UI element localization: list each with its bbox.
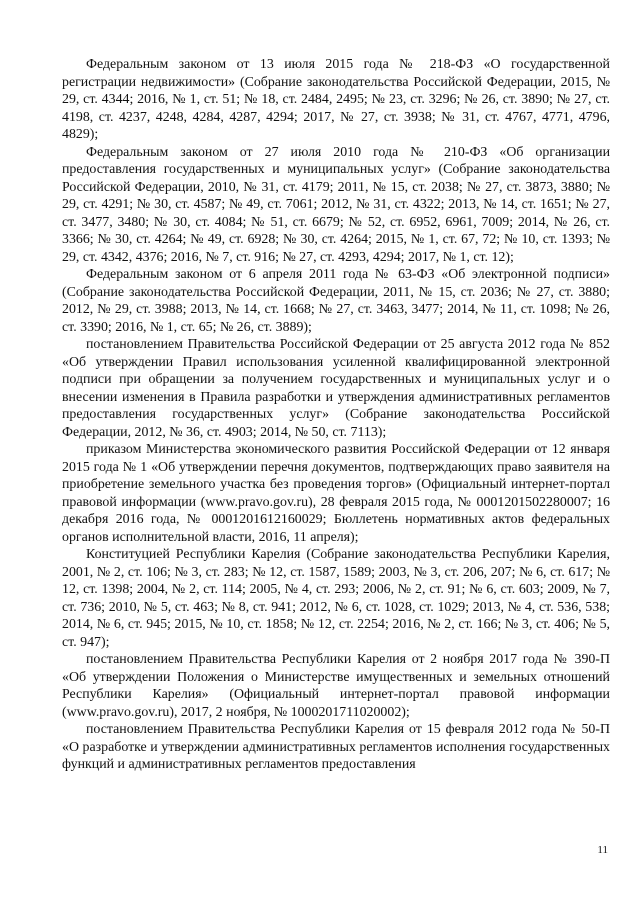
paragraph-karelia-decree-390: постановлением Правительства Республики Карелия от 2 ноября 2017 года № 390-П «Об утверждении Положения о Министерстве имущественных и земельных отношений Республики Карелия» (Официальный интернет-портал правовой информации (www.pravo.gov.ru), 2017, 2 ноября, № 1000201711020002);: [62, 652, 610, 720]
paragraph-federal-law-63: Федеральным законом от 6 апреля 2011 года № 63-ФЗ «Об электронной подписи» (Собрание законодательства Российской Федерации, 2011, № 15, ст. 2036; № 27, ст. 3880; 2012, № 29, ст. 3988; 2013, № 14, ст. 1668; № 27, ст. 3463, 3477; 2014, № 11, ст. 1098; № 26, ст. 3390; 2016, № 1, ст. 65; № 26, ст. 3889);: [62, 267, 610, 335]
paragraph-federal-law-218: Федеральным законом от 13 июля 2015 года № 218-ФЗ «О государственной регистрации недвижимости» (Собрание законодательства Российской Федерации, 2015, № 29, ст. 4344; 2016, № 1, ст. 51; № 18, ст. 2484, 2495; № 23, ст. 3296; № 26, ст. 3890; № 27, ст. 4198, ст. 4237, 4248, 4284, 4287, 4294; 2017, № 27, ст. 3938; № 31, ст. 4767, 4771, 4796, 4829);: [62, 57, 610, 142]
paragraph-government-decree-852: постановлением Правительства Российской Федерации от 25 августа 2012 года № 852 «Об утверждении Правил использования усиленной квалифицированной электронной подписи при обращении за получением государственных и муниципальных услуг и о внесении изменения в Правила разработки и утверждения административных регламентов предоставления государственных услуг» (Собрание законодательства Российской Федерации, 2012, № 36, ст. 4903; 2014, № 50, ст. 7113);: [62, 337, 610, 440]
paragraph-ministry-order-1: приказом Министерства экономического развития Российской Федерации от 12 января 2015 года № 1 «Об утверждении перечня документов, подтверждающих право заявителя на приобретение земельного участка без проведения торгов» (Официальный интернет-портал правовой информации (www.pravo.gov.ru), 28 февраля 2015 года, № 0001201502280007; 16 декабря 2016 года, № 0001201612160029; Бюллетень нормативных актов федеральных органов исполнительной власти, 2016, 11 апреля);: [62, 442, 610, 545]
paragraph-karelia-decree-50: постановлением Правительства Республики Карелия от 15 февраля 2012 года № 50-П «О разработке и утверждении административных регламентов исполнения государственных функций и административных регламентов предоставления: [62, 722, 610, 772]
paragraph-federal-law-210: Федеральным законом от 27 июля 2010 года № 210-ФЗ «Об организации предоставления государственных и муниципальных услуг» (Собрание законодательства Российской Федерации, 2010, № 31, ст. 4179; 2011, № 15, ст. 2038; № 27, ст. 3873, 3880; № 29, ст. 4291; № 30, ст. 4587; № 49, ст. 7061; 2012, № 31, ст. 4322; 2013, № 14, ст. 1651; № 27, ст. 3477, 3480; № 30, ст. 4084; № 51, ст. 6679; № 52, ст. 6952, 6961, 7009; 2014, № 26, ст. 3366; № 30, ст. 4264; № 49, ст. 6928; № 30, ст. 4264; 2015, № 1, ст. 67, 72; № 10, ст. 1393; № 29, ст. 4342, 4376; 2016, № 7, ст. 916; № 27, ст. 4293, 4294; 2017, № 1, ст. 12);: [62, 144, 610, 265]
page-number: 11: [597, 844, 608, 856]
paragraph-karelia-constitution: Конституцией Республики Карелия (Собрание законодательства Республики Карелия, 2001, № 2, ст. 106; № 3, ст. 283; № 12, ст. 1587, 1589; 2003, № 3, ст. 206, 207; № 6, ст. 617; № 12, ст. 1398; 2004, № 2, ст. 114; 2005, № 4, ст. 293; 2006, № 2, ст. 91; № 6, ст. 603; 2009, № 7, ст. 736; 2010, № 5, ст. 463; № 8, ст. 941; 2012, № 6, ст. 1028, ст. 1029; 2013, № 4, ст. 536, 538; 2014, № 6, ст. 945; 2015, № 10, ст. 1858; № 12, ст. 2254; 2016, № 2, ст. 166; № 3, ст. 406; № 5, ст. 947);: [62, 547, 610, 650]
document-body: [62, 56, 610, 774]
